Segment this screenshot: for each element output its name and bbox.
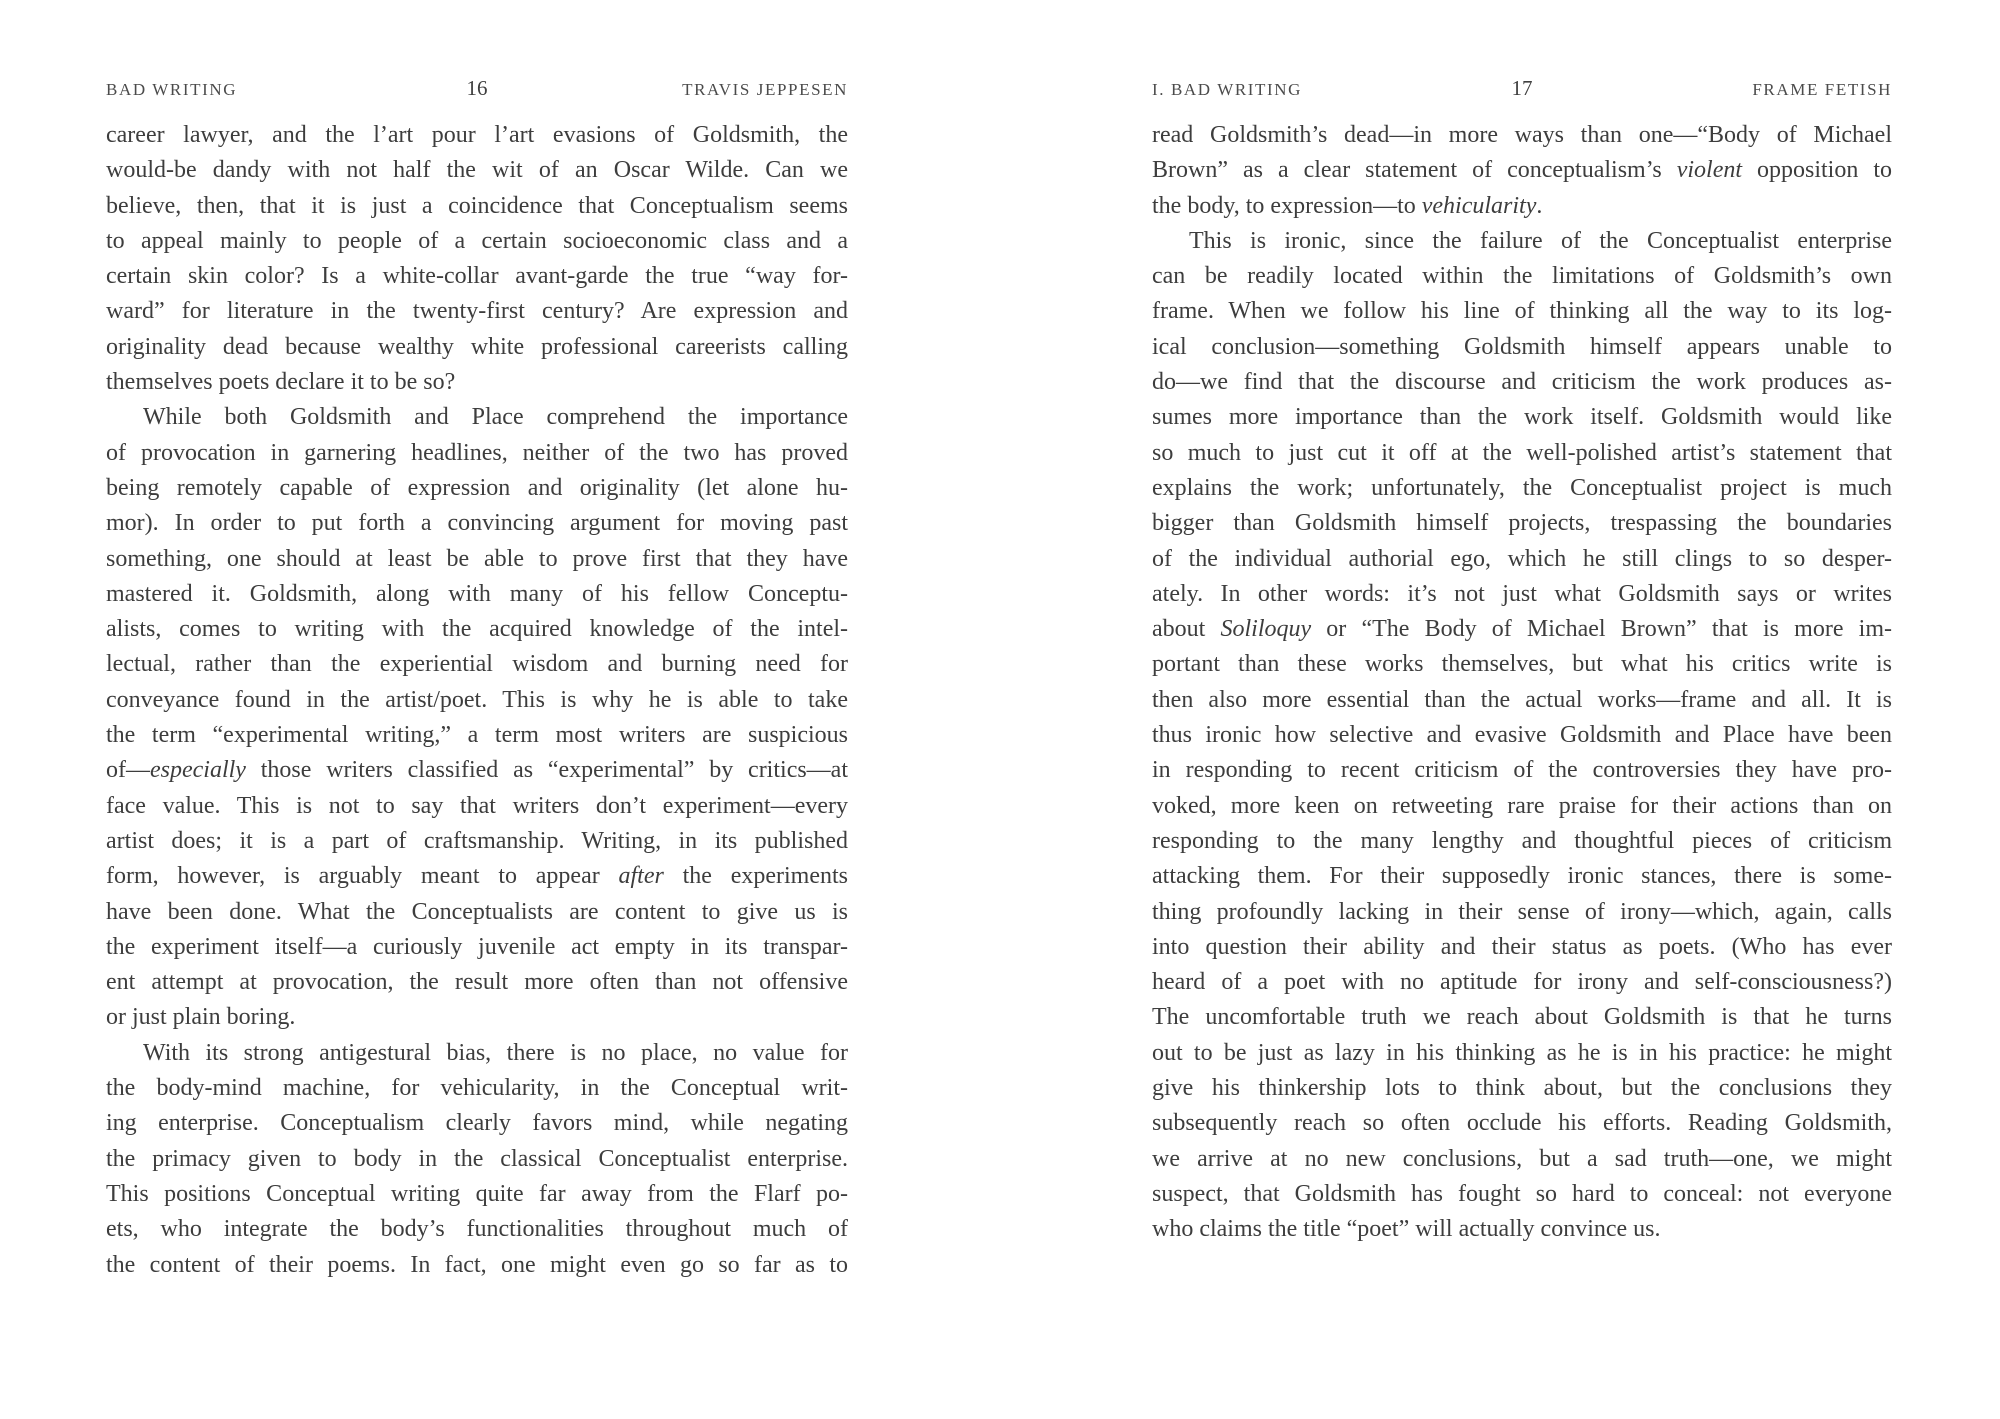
page-number: 17	[1511, 76, 1533, 100]
text-segment: ately. In other words: it’s not just what Goldsmith says or writes	[1152, 580, 1892, 607]
page-number: 16	[466, 76, 488, 100]
text-line	[106, 895, 848, 930]
text-line	[106, 400, 848, 435]
text-segment: in responding to recent criticism of the controversies they have pro-	[1152, 757, 1892, 784]
text-segment: suspect, that Goldsmith has fought so hard to conceal: not everyone	[1152, 1180, 1892, 1207]
text-line	[1152, 189, 1892, 224]
text-segment: the content of their poems. In fact, one might even go so far as to	[106, 1251, 848, 1278]
text-line	[106, 647, 848, 682]
text-segment: ward” for literature in the twenty-first century? Are expression and	[106, 298, 848, 325]
text-line	[106, 1248, 848, 1283]
text-segment: originality dead because wealthy white professional careerists calling	[106, 333, 848, 360]
text-line	[1152, 1036, 1892, 1071]
text-line	[1152, 400, 1892, 435]
text-segment: so much to just cut it off at the well-polished artist’s statement that	[1152, 439, 1892, 466]
text-segment: mastered it. Goldsmith, along with many of his fellow Conceptu-	[106, 580, 848, 607]
text-segment: or just plain boring.	[106, 1004, 296, 1031]
text-line	[1152, 1212, 1892, 1247]
italic-text-segment: Soliloquy	[1220, 616, 1312, 643]
text-line	[1152, 683, 1892, 718]
text-segment: form, however, is arguably meant to appear	[106, 863, 619, 890]
text-line	[1152, 224, 1892, 259]
text-segment: alists, comes to writing with the acquired knowledge of the intel-	[106, 616, 848, 643]
text-segment: the body, to expression—to	[1152, 192, 1422, 219]
text-line	[106, 542, 848, 577]
text-segment: attacking them. For their supposedly ironic stances, there is some-	[1152, 863, 1892, 890]
text-segment: With its strong antigestural bias, there is no place, no value for	[143, 1039, 848, 1066]
text-segment: read Goldsmith’s dead—in more ways than one—“Body of Michael	[1152, 122, 1892, 148]
text-line	[1152, 259, 1892, 294]
text-segment: the term “experimental writing,” a term most writers are suspicious	[106, 722, 848, 749]
text-segment: then also more essential than the actual works—frame and all. It is	[1152, 686, 1892, 713]
page-left	[106, 0, 848, 1419]
text-segment: mor). In order to put forth a convincing argument for moving past	[106, 510, 848, 537]
text-line	[1152, 965, 1892, 1000]
text-line	[106, 294, 848, 329]
page-right	[1152, 0, 1892, 1419]
text-segment: the body-mind machine, for vehicularity, in the Conceptual writ-	[106, 1075, 848, 1102]
text-line	[106, 1000, 848, 1035]
text-segment: sumes more importance than the work itself. Goldsmith would like	[1152, 404, 1892, 431]
text-segment: heard of a poet with no aptitude for irony and self-consciousness?)	[1152, 969, 1892, 996]
text-segment: ing enterprise. Conceptualism clearly favors mind, while negating	[106, 1110, 848, 1137]
text-segment: of provocation in garnering headlines, neither of the two has proved	[106, 439, 848, 466]
text-segment: believe, then, that it is just a coincidence that Conceptualism seems	[106, 192, 848, 219]
text-line	[1152, 542, 1892, 577]
text-line	[1152, 118, 1892, 153]
text-line	[1152, 1071, 1892, 1106]
text-line	[106, 259, 848, 294]
text-line	[1152, 753, 1892, 788]
text-line	[106, 436, 848, 471]
text-line	[106, 506, 848, 541]
text-line	[1152, 436, 1892, 471]
text-line	[1152, 506, 1892, 541]
running-head-section: BAD WRITING	[106, 80, 238, 99]
text-line	[1152, 859, 1892, 894]
text-segment: who claims the title “poet” will actually convince us.	[1152, 1216, 1661, 1243]
text-segment: voked, more keen on retweeting rare praise for their actions than on	[1152, 792, 1892, 819]
text-segment: .	[1536, 192, 1543, 219]
text-segment: or “The Body of Michael Brown” that is more im-	[1311, 616, 1892, 643]
text-segment: being remotely capable of expression and originality (let alone hu-	[106, 474, 848, 501]
text-segment: The uncomfortable truth we reach about Goldsmith is that he turns	[1152, 1004, 1892, 1031]
text-segment: subsequently reach so often occlude his efforts. Reading Goldsmith,	[1152, 1110, 1892, 1137]
text-line	[106, 824, 848, 859]
text-segment: out to be just as lazy in his thinking as he is in his practice: he might	[1152, 1039, 1892, 1066]
text-line	[106, 577, 848, 612]
text-segment: responding to the many lengthy and thoughtful pieces of criticism	[1152, 827, 1892, 854]
text-segment: artist does; it is a part of craftsmanship. Writing, in its published	[106, 827, 848, 854]
text-segment: thus ironic how selective and evasive Goldsmith and Place have been	[1152, 722, 1892, 749]
page-text	[1152, 118, 1892, 1248]
running-header	[1152, 76, 1892, 102]
text-line	[1152, 718, 1892, 753]
text-segment: Brown” as a clear statement of conceptualism’s	[1152, 157, 1677, 184]
text-line	[1152, 1177, 1892, 1212]
text-segment: into question their ability and their status as poets. (Who has ever	[1152, 933, 1892, 960]
text-line	[106, 153, 848, 188]
text-line	[106, 224, 848, 259]
text-segment: have been done. What the Conceptualists are content to give us is	[106, 898, 848, 925]
text-line	[106, 789, 848, 824]
text-line	[1152, 789, 1892, 824]
text-line	[1152, 294, 1892, 329]
text-line	[1152, 1000, 1892, 1035]
text-line	[106, 330, 848, 365]
text-segment: career lawyer, and the l’art pour l’art evasions of Goldsmith, the	[106, 122, 848, 148]
text-segment: do—we find that the discourse and criticism the work produces as-	[1152, 369, 1892, 396]
text-line	[106, 1177, 848, 1212]
text-line	[106, 1212, 848, 1247]
text-segment: the experiment itself—a curiously juvenile act empty in its transpar-	[106, 933, 848, 960]
text-line	[106, 1036, 848, 1071]
text-segment: This positions Conceptual writing quite far away from the Flarf po-	[106, 1180, 848, 1207]
text-segment: the primacy given to body in the classical Conceptualist enterprise.	[106, 1145, 848, 1172]
text-line	[106, 930, 848, 965]
italic-text-segment: vehicularity	[1421, 192, 1537, 219]
running-header	[106, 76, 848, 102]
page-text	[106, 118, 848, 1283]
text-segment: we arrive at no new conclusions, but a sad truth—one, we might	[1152, 1145, 1892, 1172]
text-segment: those writers classified as “experimental” by critics—at	[245, 757, 848, 784]
text-segment: would-be dandy with not half the wit of an Oscar Wilde. Can we	[106, 157, 848, 184]
text-line	[1152, 330, 1892, 365]
text-segment: frame. When we follow his line of thinking all the way to its log-	[1152, 298, 1892, 325]
italic-text-segment: violent	[1676, 157, 1743, 184]
text-line	[1152, 577, 1892, 612]
running-head-title: FRAME FETISH	[1752, 80, 1892, 99]
text-segment: thing profoundly lacking in their sense of irony—which, again, calls	[1152, 898, 1892, 925]
text-line	[1152, 895, 1892, 930]
italic-text-segment: after	[618, 863, 664, 890]
text-line	[106, 683, 848, 718]
text-segment: lectual, rather than the experiential wisdom and burning need for	[106, 651, 848, 678]
text-line	[106, 1142, 848, 1177]
text-segment: conveyance found in the artist/poet. This is why he is able to take	[106, 686, 848, 713]
text-segment: themselves poets declare it to be so?	[106, 369, 456, 396]
text-segment: can be readily located within the limitations of Goldsmith’s own	[1152, 263, 1892, 290]
text-segment: opposition to	[1742, 157, 1892, 184]
text-segment: something, one should at least be able to prove first that they have	[106, 545, 848, 572]
text-segment: of—	[106, 757, 150, 784]
text-line	[1152, 471, 1892, 506]
text-line	[106, 118, 848, 153]
text-line	[106, 189, 848, 224]
text-segment: explains the work; unfortunately, the Conceptualist project is much	[1152, 474, 1892, 501]
text-line	[1152, 647, 1892, 682]
text-line	[106, 1071, 848, 1106]
text-line	[106, 365, 848, 400]
text-line	[106, 753, 848, 788]
text-line	[106, 1106, 848, 1141]
text-line	[1152, 1142, 1892, 1177]
text-segment: While both Goldsmith and Place comprehend the importance	[143, 404, 848, 431]
text-line	[106, 471, 848, 506]
text-line	[1152, 612, 1892, 647]
text-segment: certain skin color? Is a white-collar avant-garde the true “way for-	[106, 263, 848, 290]
text-line	[106, 859, 848, 894]
text-segment: This is ironic, since the failure of the Conceptualist enterprise	[1189, 227, 1892, 254]
text-line	[1152, 1106, 1892, 1141]
text-segment: ical conclusion—something Goldsmith himself appears unable to	[1152, 333, 1892, 360]
text-line	[106, 965, 848, 1000]
text-segment: to appeal mainly to people of a certain socioeconomic class and a	[106, 227, 848, 254]
text-line	[1152, 365, 1892, 400]
running-head-chapter: I. BAD WRITING	[1152, 80, 1303, 99]
text-line	[1152, 153, 1892, 188]
text-segment: bigger than Goldsmith himself projects, trespassing the boundaries	[1152, 510, 1892, 537]
text-segment: portant than these works themselves, but what his critics write is	[1152, 651, 1892, 678]
text-segment: give his thinkership lots to think about, but the conclusions they	[1152, 1075, 1892, 1102]
text-segment: ets, who integrate the body’s functionalities throughout much of	[106, 1216, 848, 1243]
text-segment: the experiments	[663, 863, 848, 890]
text-segment: of the individual authorial ego, which he still clings to so desper-	[1152, 545, 1892, 572]
text-segment: ent attempt at provocation, the result more often than not offensive	[106, 969, 848, 996]
text-line	[106, 718, 848, 753]
text-segment: face value. This is not to say that writers don’t experiment—every	[106, 792, 848, 819]
running-head-author: TRAVIS JEPPESEN	[682, 80, 848, 99]
text-line	[1152, 824, 1892, 859]
text-line	[1152, 930, 1892, 965]
text-segment: about	[1152, 616, 1221, 643]
text-line	[106, 612, 848, 647]
italic-text-segment: especially	[150, 757, 246, 784]
